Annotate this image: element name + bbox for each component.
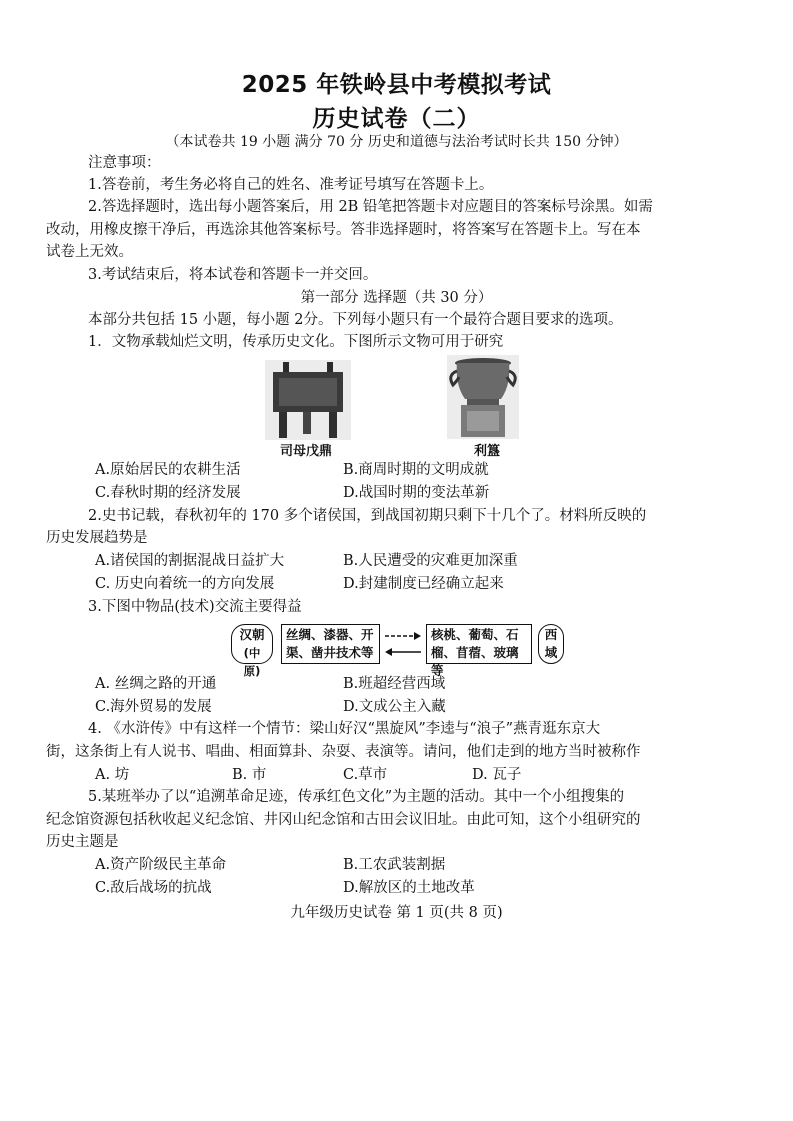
exam-info: （本试卷共 19 小题 满分 70 分 历史和道德与法治考试时长共 150 分钟）	[165, 134, 628, 150]
q2-option-a: A.诸侯国的割据混战日益扩大	[95, 553, 285, 569]
western-regions-exports-box	[426, 624, 532, 678]
q2-option-d: D.封建制度已经确立起来	[343, 576, 504, 592]
western-regions-box	[538, 624, 564, 664]
gui-caption: 利簋	[474, 444, 501, 459]
notes-heading: 注意事项：	[88, 155, 161, 171]
q4-option-c: C.草市	[343, 767, 388, 783]
west-label-2: 域	[544, 645, 558, 660]
q3-option-a: A. 丝绸之路的开通	[95, 676, 217, 692]
q1-option-d: D.战国时期的变法革新	[343, 485, 490, 501]
q5-stem-line-2: 纪念馆资源包括秋收起义纪念馆、井冈山纪念馆和古田会议旧址。由此可知，这个小组研究的	[46, 812, 641, 828]
q4-option-b: B. 市	[232, 767, 267, 783]
q1-option-c: C.春秋时期的经济发展	[95, 485, 241, 501]
han-exports-box	[281, 624, 380, 664]
q4-option-a: A. 坊	[95, 767, 130, 783]
q3-stem: 3.下图中物品(技术)交流主要得益	[88, 599, 302, 615]
q5-option-c: C.敌后战场的抗战	[95, 880, 212, 896]
q4-stem-line-2: 街，这条街上有人说书、唱曲、相面算卦、杂耍、表演等。请问，他们走到的地方当时被称作	[46, 744, 641, 760]
west-exports-line-2: 榴、苜蓿、玻璃等	[431, 645, 519, 678]
section-intro: 本部分共包括 15 小题，每小题 2分。下列每小题只有一个最符合题目要求的选项。	[88, 312, 623, 328]
q2-option-c: C. 历史向着统一的方向发展	[95, 576, 275, 592]
section-title: 第一部分 选择题（共 30 分）	[300, 290, 493, 306]
han-label: 汉朝	[239, 627, 265, 642]
exam-title: 2025 年铁岭县中考模拟考试	[241, 72, 552, 98]
q3-option-c: C.海外贸易的发展	[95, 699, 212, 715]
central-plains-label: (中原)	[243, 646, 261, 678]
gui-vessel-image	[447, 355, 519, 439]
west-exports-line-1: 核桃、葡萄、石	[431, 627, 519, 642]
q2-stem-line-1: 2.史书记载，春秋初年的 170 多个诸侯国，到战国初期只剩下十几个了。材料所反映的	[88, 508, 647, 524]
exam-subtitle: 历史试卷（二）	[312, 106, 481, 132]
note-2-line-2: 改动，用橡皮擦干净后，再选涂其他答案标号。答非选择题时，将答案写在答题卡上。写在本	[46, 222, 641, 238]
q2-option-b: B.人民遭受的灾难更加深重	[343, 553, 518, 569]
ding-image	[265, 360, 351, 440]
han-dynasty-box	[231, 624, 273, 678]
q4-option-d: D. 瓦子	[472, 767, 522, 783]
west-label-1: 西	[544, 627, 558, 642]
q5-option-d: D.解放区的土地改革	[343, 880, 475, 896]
q2-stem-line-2: 历史发展趋势是	[46, 530, 148, 546]
exchange-arrows	[383, 626, 423, 662]
q4-stem-line-1: 4. 《水浒传》中有这样一个情节：梁山好汉“黑旋风”李逵与“浪子”燕青逛东京大	[88, 721, 601, 737]
q1-option-a: A.原始居民的农耕生活	[95, 462, 241, 478]
note-2-line-3: 试卷上无效。	[46, 244, 133, 260]
note-3: 3.考试结束后，将本试卷和答题卡一并交回。	[88, 267, 378, 283]
page-footer: 九年级历史试卷 第 1 页(共 8 页)	[290, 905, 503, 921]
q5-stem-line-3: 历史主题是	[46, 834, 119, 850]
q1-stem: 1．文物承载灿烂文明，传承历史文化。下图所示文物可用于研究	[88, 334, 504, 350]
q3-option-b: B.班超经营西域	[343, 676, 446, 692]
q5-option-a: A.资产阶级民主革命	[95, 857, 227, 873]
q1-option-b: B.商周时期的文明成就	[343, 462, 489, 478]
han-exports-line-1: 丝绸、漆器、开	[286, 627, 374, 642]
note-2-line-1: 2.答选择题时，选出每小题答案后，用 2B 铅笔把答题卡对应题目的答案标号涂黑。如需	[88, 199, 653, 215]
q5-stem-line-1: 5.某班举办了以“追溯革命足迹，传承红色文化”为主题的活动。其中一个小组搜集的	[88, 789, 625, 805]
q5-option-b: B.工农武装割据	[343, 857, 446, 873]
han-exports-line-2: 渠、凿井技术等	[286, 645, 374, 660]
q3-option-d: D.文成公主入藏	[343, 699, 446, 715]
ding-caption: 司母戊鼎	[280, 444, 333, 459]
note-1: 1.答卷前，考生务必将自己的姓名、准考证号填写在答题卡上。	[88, 177, 494, 193]
